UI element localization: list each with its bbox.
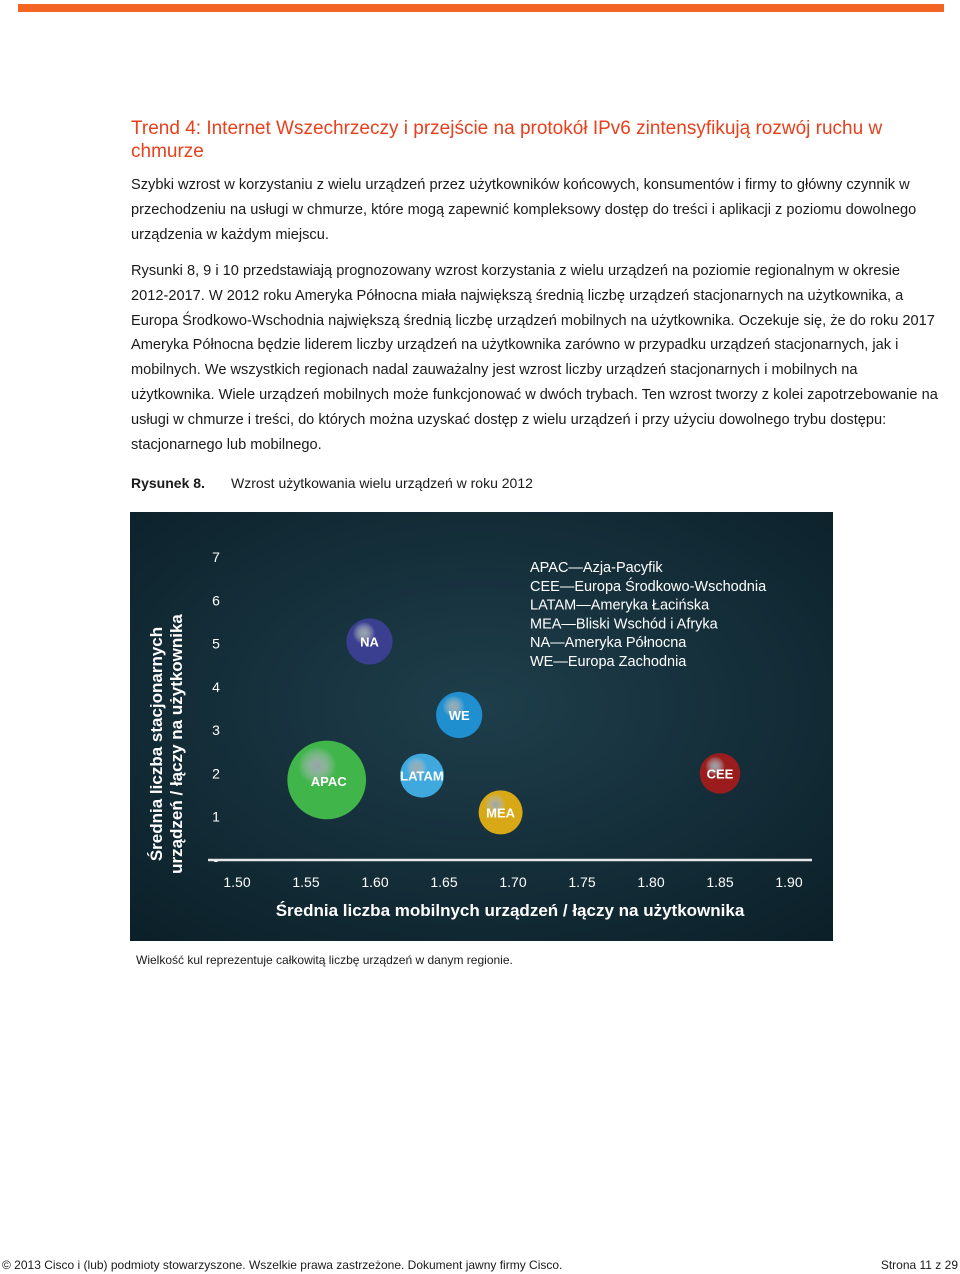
x-tick-label: 1.75 bbox=[568, 874, 596, 890]
legend-item: NA—Ameryka Północna bbox=[530, 635, 687, 652]
x-axis-label: Średnia liczba mobilnych urządzeń / łączy na użytkownika bbox=[275, 901, 745, 920]
x-tick-label: 1.65 bbox=[430, 874, 458, 890]
figure-note: Wielkość kul reprezentuje całkowitą liczbę urządzeń w danym regionie. bbox=[136, 953, 513, 967]
top-accent-bar bbox=[18, 4, 944, 12]
x-tick-label: 1.55 bbox=[292, 874, 320, 890]
x-tick-label: 1.85 bbox=[706, 874, 734, 890]
y-tick-label: 1 bbox=[212, 808, 220, 825]
x-tick-label: 1.60 bbox=[361, 874, 389, 890]
y-tick-label: 2 bbox=[212, 765, 220, 782]
x-tick-labels bbox=[223, 874, 802, 890]
x-tick-label: 1.80 bbox=[637, 874, 665, 890]
legend-item: MEA—Bliski Wschód i Afryka bbox=[530, 616, 718, 633]
figure-caption bbox=[131, 474, 533, 492]
x-tick-label: 1.50 bbox=[223, 874, 251, 890]
y-axis-label bbox=[147, 614, 186, 874]
y-tick-label: 4 bbox=[212, 678, 220, 695]
y-tick-label: 3 bbox=[212, 722, 220, 739]
legend-item: APAC—Azja-Pacyfik bbox=[530, 560, 663, 576]
bubble-label-latam: LATAM bbox=[400, 768, 444, 784]
bubble-label-mea: MEA bbox=[486, 805, 516, 821]
section-heading: Trend 4: Internet Wszechrzeczy i przejście na protokół IPv6 zintensyfikują rozwój ruchu w chmurze bbox=[131, 118, 883, 162]
bubble-label-na: NA bbox=[360, 634, 379, 650]
y-tick-label: 5 bbox=[212, 635, 220, 652]
footer-copyright: © 2013 Cisco i (lub) podmioty stowarzyszone. Wszelkie prawa zastrzeżone. Dokument jawny firmy Cisco. bbox=[2, 1258, 563, 1272]
bubble-label-cee: CEE bbox=[706, 766, 734, 782]
x-tick-label: 1.70 bbox=[499, 874, 527, 890]
figure-title: Wzrost użytkowania wielu urządzeń w roku 2012 bbox=[231, 475, 533, 491]
figure-number: Rysunek 8. bbox=[131, 475, 205, 491]
bubble-label-we: WE bbox=[448, 707, 470, 723]
paragraph-intro: Szybki wzrost w korzystaniu z wielu urządzeń przez użytkowników końcowych, konsumentów i firmy to główny czynnik w przechodzeniu na usługi w chmurze, które mogą zapewnić kompleksowy dostęp do treści i aplikacji z poziomu dowolnego urządzenia w każdym miejscu. bbox=[131, 177, 917, 243]
bubble-chart bbox=[130, 512, 833, 941]
y-axis-label-line1: Średnia liczba stacjonarnych bbox=[147, 626, 166, 862]
y-tick-label: - bbox=[213, 852, 219, 868]
legend-item: WE—Europa Zachodnia bbox=[530, 654, 687, 670]
footer-page-number: Strona 11 z 29 bbox=[880, 1258, 958, 1272]
y-tick-label: 7 bbox=[212, 549, 220, 565]
paragraph-figures: Rysunki 8, 9 i 10 przedstawiają prognozowany wzrost korzystania z wielu urządzeń na poziomie regionalnym w okresie 2012-2017. W 2012 roku Ameryka Północna miała największą średnią liczbę urządzeń stacjonarnych na użytkownika, a Europa Środkowo-Wschodnia największą średnią liczbę urządzeń mobilnych na użytkownika. Oczekuje się, że do roku 2017 Ameryka Północna będzie liderem liczby urządzeń na użytkownika zarówno w przypadku urządzeń stacjonarnych, jak i mobilnych. We wszystkich regionach nadal zauważalny jest wzrost liczby urządzeń stacjonarnych i mobilnych na użytkownika. Wiele urządzeń mobilnych może funkcjonować w dwóch trybach. Ten wzrost tworzy z kolei zapotrzebowanie na usługi w chmurze i treści, do których można uzyskać dostęp z wielu urządzeń i przy użyciu dowolnego trybu dostępu: stacjonarnego lub mobilnego. bbox=[131, 263, 938, 453]
bubble-label-apac: APAC bbox=[310, 773, 347, 789]
y-axis-label-line2: urządzeń / łączy na użytkownika bbox=[167, 614, 186, 874]
legend-item: LATAM—Ameryka Łacińska bbox=[530, 597, 710, 614]
legend-item: CEE—Europa Środkowo-Wschodnia bbox=[530, 578, 767, 595]
x-tick-label: 1.90 bbox=[775, 874, 803, 890]
bubble-chart-svg bbox=[130, 512, 833, 941]
y-tick-label: 6 bbox=[212, 592, 220, 609]
